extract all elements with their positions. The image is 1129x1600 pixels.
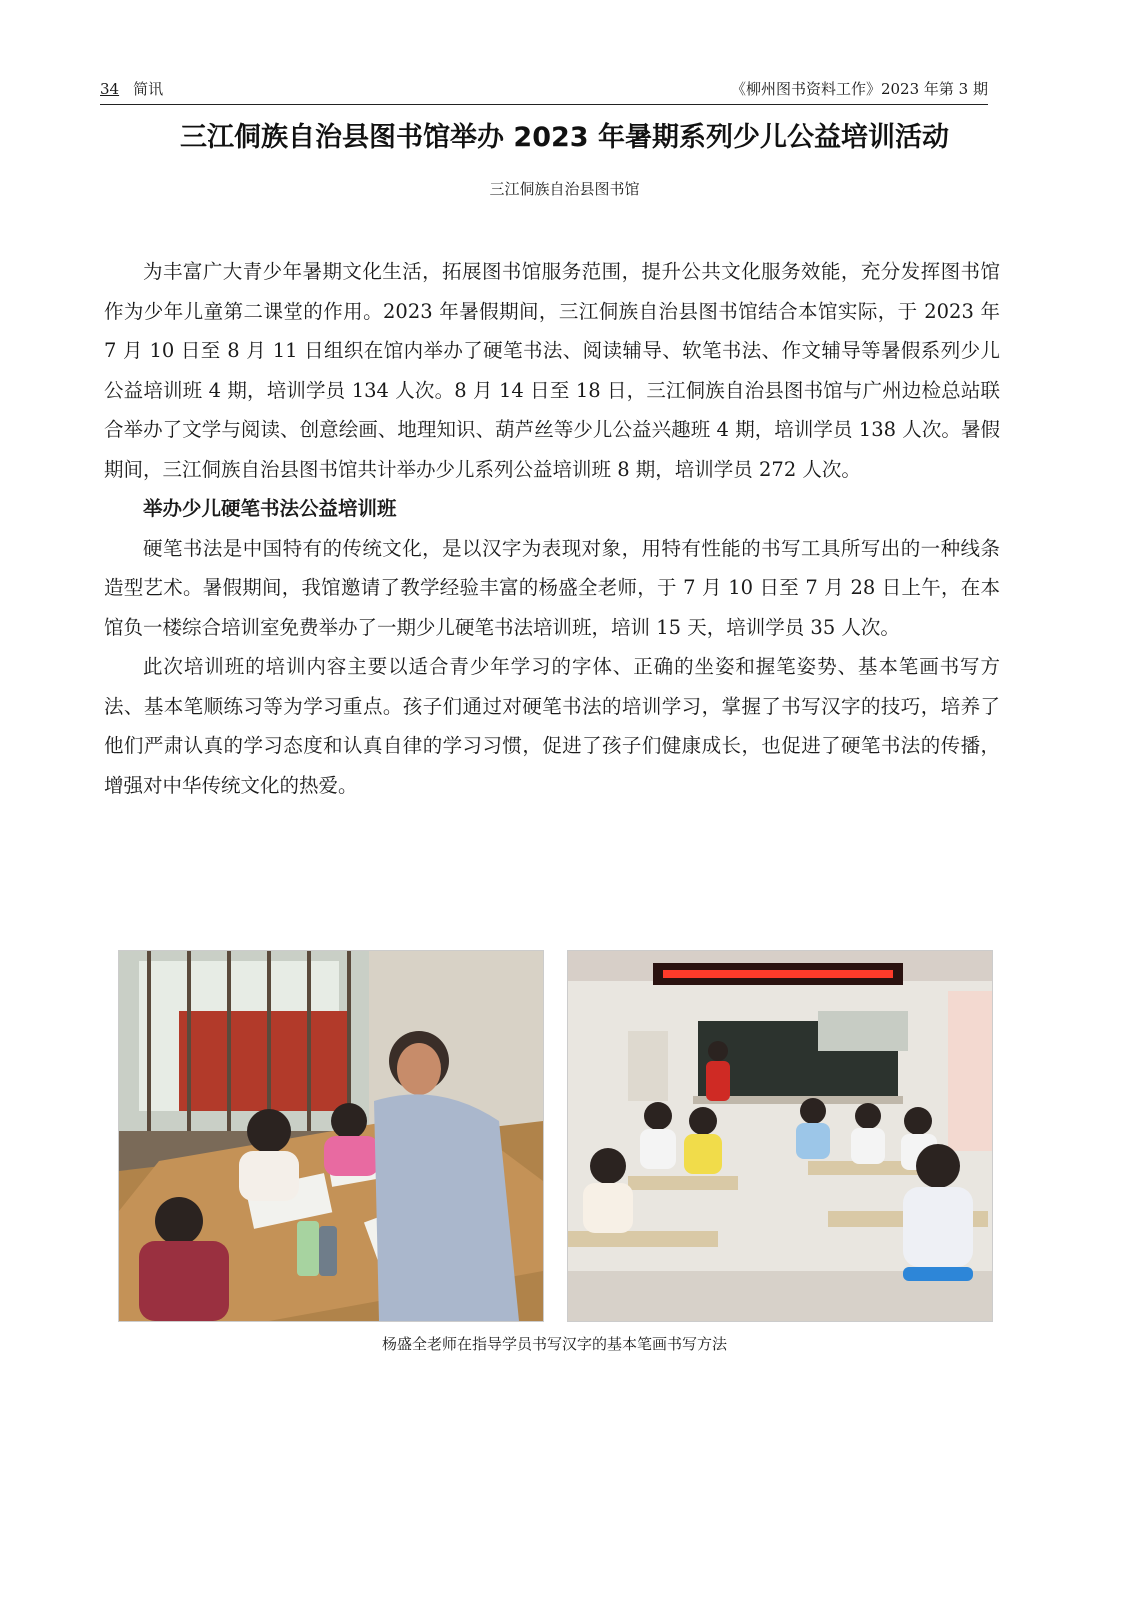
section-heading: 举办少儿硬笔书法公益培训班 [143, 497, 397, 520]
photo-teacher-guiding-image [119, 951, 543, 1321]
section-paragraph: 此次培训班的培训内容主要以适合青少年学习的字体、正确的坐姿和握笔姿势、基本笔画书写方法、基本笔顺练习等为学习重点。孩子们通过对硬笔书法的培训学习，掌握了书写汉字的技巧，培养了他们严肃认真的学习态度和认真自律的学习习惯，促进了孩子们健康成长，也促进了硬笔书法的传播，增强对中华传统文化的热爱。 [104, 655, 1000, 797]
page-number: 34 [100, 80, 120, 98]
photo-classroom-image [568, 951, 992, 1321]
header-left [100, 78, 163, 100]
article-title: 三江侗族自治县图书馆举办 2023 年暑期系列少儿公益培训活动 [180, 122, 949, 153]
section-paragraph: 硬笔书法是中国特有的传统文化，是以汉字为表现对象，用特有性能的书写工具所写出的一种线条造型艺术。暑假期间，我馆邀请了教学经验丰富的杨盛全老师，于 7 月 10 日至 7 月 28 日上午，在本馆负一楼综合培训室免费举办了一期少儿硬笔书法培训班，培训 15 天，培训学员 35 人次。 [104, 536, 1000, 639]
photo-classroom [567, 950, 993, 1322]
article-author: 三江侗族自治县图书馆 [489, 180, 640, 198]
section-label: 简讯 [133, 80, 164, 98]
article-body [104, 252, 1000, 805]
photo-teacher-guiding [118, 950, 544, 1322]
intro-paragraph: 为丰富广大青少年暑期文化生活，拓展图书馆服务范围，提升公共文化服务效能，充分发挥图书馆作为少年儿童第二课堂的作用。2023 年暑假期间，三江侗族自治县图书馆结合本馆实际，于 2023 年 7 月 10 日至 8 月 11 日组织在馆内举办了硬笔书法、阅读辅导、软笔书法、作文辅导等暑假系列少儿公益培训班 4 期，培训学员 134 人次。8 月 14 日至 18 日，三江侗族自治县图书馆与广州边检总站联合举办了文学与阅读、创意绘画、地理知识、葫芦丝等少儿公益兴趣班 4 期，培训学员 138 人次。暑假期间，三江侗族自治县图书馆共计举办少儿系列公益培训班 8 期，培训学员 272 人次。 [104, 260, 1000, 481]
journal-name: 《柳州图书资料工作》2023 年第 3 期 [730, 80, 988, 98]
photo-caption: 杨盛全老师在指导学员书写汉字的基本笔画书写方法 [381, 1335, 727, 1353]
running-header [100, 78, 988, 105]
